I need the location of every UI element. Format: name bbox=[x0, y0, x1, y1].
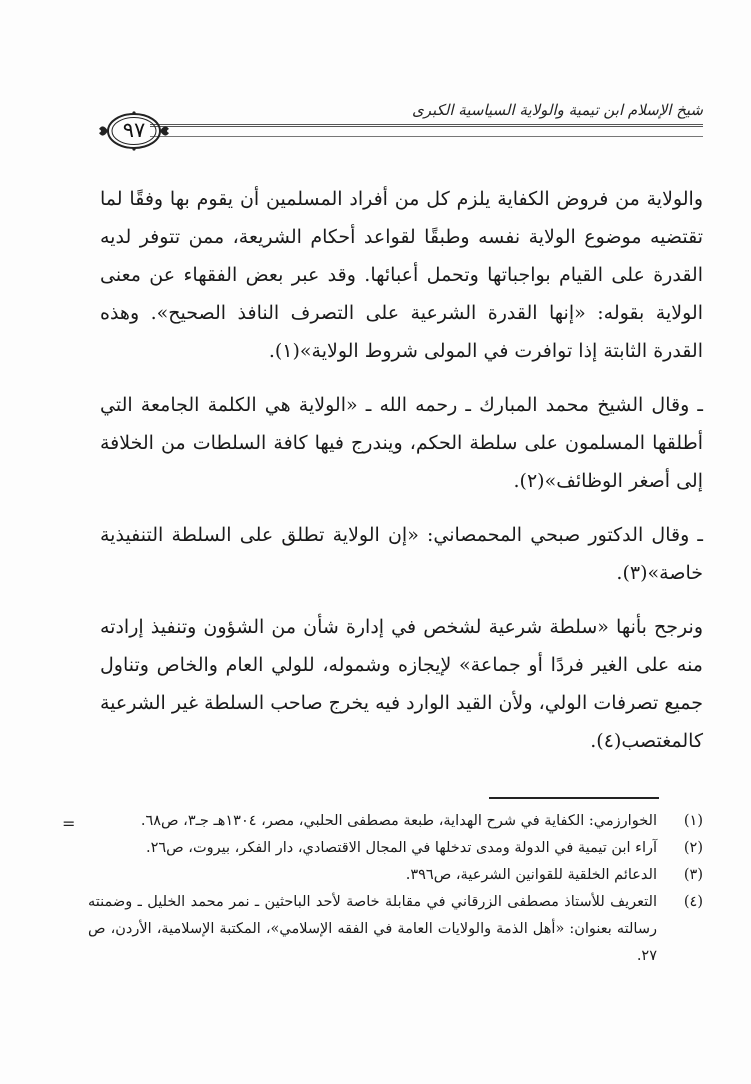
footnote-separator bbox=[489, 797, 659, 799]
page-number: ٩٧ bbox=[122, 118, 146, 142]
footnote-item bbox=[88, 862, 703, 889]
footnote-item bbox=[88, 835, 703, 862]
footnote-number: (١) bbox=[683, 813, 703, 829]
footnote-text: الدعائم الخلقية للقوانين الشرعية، ص٣٩٦. bbox=[405, 867, 657, 883]
footnote-item bbox=[88, 808, 703, 835]
footnote-text: التعريف للأستاذ مصطفى الزرقاني في مقابلة خاصة لأحد الباحثين ـ نمر محمد الخليل ـ وضمنته رسالته بعنوان: «أهل الذمة والولايات العامة في الفقه الإسلامي»، المكتبة الإسلامية، الأردن، ص ٢٧. bbox=[88, 894, 657, 964]
main-text bbox=[100, 180, 703, 760]
footnotes bbox=[88, 808, 703, 970]
footnote-number: (٤) bbox=[683, 894, 703, 910]
page-number-ornament bbox=[98, 108, 170, 154]
footnote-number: (٢) bbox=[683, 840, 703, 856]
footnote-text: الخوارزمي: الكفاية في شرح الهداية، طبعة مصطفى الحلبي، مصر، ١٣٠٤هـ جـ٣، ص٦٨. bbox=[140, 813, 657, 829]
footnote-text: آراء ابن تيمية في الدولة ومدى تدخلها في المجال الاقتصادي، دار الفكر، بيروت، ص٢٦. bbox=[145, 840, 657, 856]
footnote-number: (٣) bbox=[683, 867, 703, 883]
footnote-item bbox=[88, 889, 703, 970]
header-rule bbox=[150, 124, 703, 127]
footnote-continuation-mark: = bbox=[62, 814, 76, 833]
paragraph-1: والولاية من فروض الكفاية يلزم كل من أفراد المسلمين أن يقوم بها وفقًا لما تقتضيه موضوع الولاية نفسه وطبقًا لقواعد أحكام الشريعة، ممن تتوفر لديه القدرة على القيام بواجباتها وتحمل أعبائها. وقد عبر بعض الفقهاء عن معنى الولاية بقوله: «إنها القدرة الشرعية على التصرف النافذ الصحيح». وهذه القدرة الثابتة إذا توافرت في المولى شروط الولاية»(١). bbox=[100, 188, 703, 362]
header-rule-thin bbox=[150, 136, 703, 137]
paragraph-2: ـ وقال الشيخ محمد المبارك ـ رحمه الله ـ «الولاية هي الكلمة الجامعة التي أطلقها المسلمون على سلطة الحكم، ويندرج فيها كافة السلطات من الخلافة إلى أصغر الوظائف»(٢). bbox=[100, 394, 704, 492]
running-header-title: شيخ الإسلام ابن تيمية والولاية السياسية الكبرى bbox=[411, 101, 703, 119]
paragraph-3: ـ وقال الدكتور صبحي المحمصاني: «إن الولاية تطلق على السلطة التنفيذية خاصة»(٣). bbox=[100, 524, 703, 584]
paragraph-4: ونرجح بأنها «سلطة شرعية لشخص في إدارة شأن من الشؤون وتنفيذ إرادته منه على الغير فردًا أو جماعة» لإيجازه وشموله، للولي العام والخاص وتناول جميع تصرفات الولي، ولأن القيد الوارد فيه يخرج صاحب السلطة غير الشرعية كالمغتصب(٤). bbox=[100, 616, 703, 752]
